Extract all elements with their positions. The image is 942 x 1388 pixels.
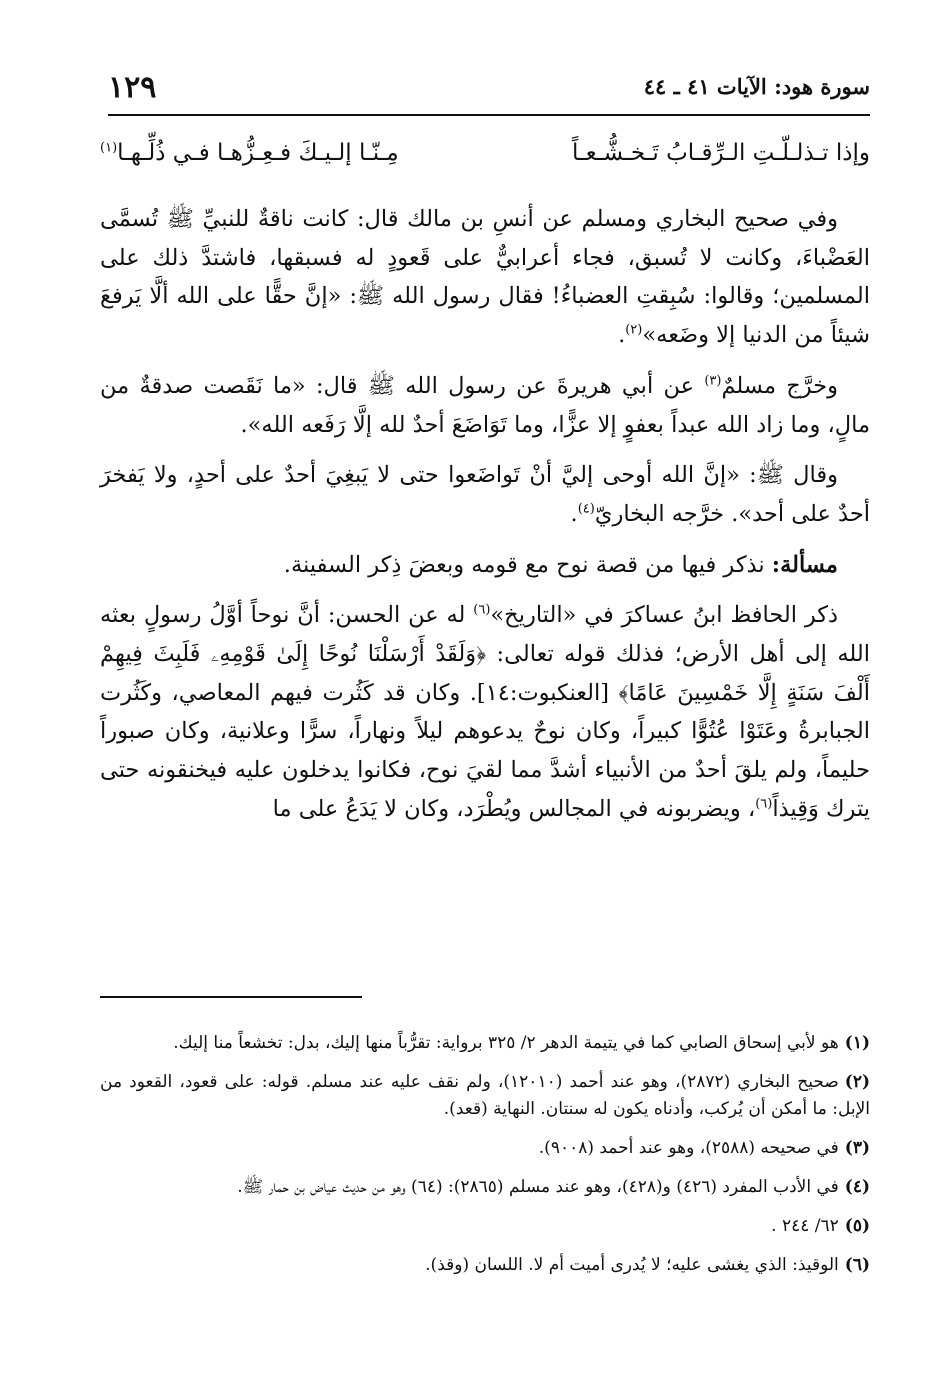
paragraph-4 bbox=[100, 546, 870, 585]
paragraph-text: عن أبي هريرةَ عن رسول الله ﷺ قال: «ما نَقَصت صدقةٌ من مالٍ، وما زاد الله عبداً بعفوٍ إلا عزًّا، وما تَوَاضَعَ أحدٌ لله إلَّا رَفَعه الله». bbox=[100, 372, 870, 438]
footnote-separator bbox=[100, 996, 362, 998]
footnote-ref-4: (٤) bbox=[577, 501, 595, 517]
footnote-3 bbox=[100, 1135, 870, 1162]
footnote-number: (٥) bbox=[844, 1216, 870, 1236]
poem-hemistich-left-text: مِـنّـا إلـيـكَ فـعِـزُّهـا فـي ذُلِّـهـا bbox=[117, 140, 399, 166]
footnote-2 bbox=[100, 1069, 870, 1123]
footnote-number: (٣) bbox=[844, 1138, 870, 1158]
footnote-text: هو لأبي إسحاق الصابي كما في يتيمة الدهر ٢/ ٣٢٥ برواية: تقرُّباً منها إليك، بدل: تخشعاً منا إليك. bbox=[173, 1033, 839, 1053]
paragraph-3 bbox=[100, 456, 870, 533]
footnote-ref-3: (٣) bbox=[704, 373, 722, 389]
paragraph-2 bbox=[100, 367, 870, 444]
surah-title: سورة هود: الآيات ٤١ ـ ٤٤ bbox=[643, 74, 870, 99]
paragraph-text-before: ذكر الحافظ ابنُ عساكرَ في «التاريخ» bbox=[490, 602, 838, 629]
paragraph-tail: ، ويضربونه في المجالس ويُطْرَد، وكان لا يَدَعُ على ما bbox=[272, 795, 756, 822]
footnote-ref-6: (٦) bbox=[755, 796, 773, 812]
paragraph-tail: . bbox=[618, 322, 626, 349]
footnote-text: ٦٢/ ٢٤٤ . bbox=[771, 1216, 839, 1236]
paragraph-text-before: وخرَّج مسلمٌ bbox=[721, 372, 838, 399]
footnote-number: (٤) bbox=[844, 1177, 870, 1197]
footnote-ref-5: (٦) bbox=[473, 602, 491, 618]
footnote-number: (١) bbox=[844, 1033, 870, 1053]
footnote-text: في صحيحه (٢٥٨٨)، وهو عند أحمد (٩٠٠٨). bbox=[538, 1138, 839, 1158]
poem-hemistich-right-text: وإذا تـذلـلّـتِ الـرِّقـابُ تَـخـشُّـعـاً bbox=[571, 140, 870, 166]
paragraph-text: وفي صحيح البخاري ومسلم عن أنسِ بن مالك قال: كانت ناقةٌ للنبيِّ ﷺ تُسمَّى العَضْباءَ، وكانت لا تُسبق، فجاء أعرابيٌّ على قَعودٍ له فسبقها، فاشتدَّ ذلك على المسلمين؛ وقالوا: سُبِقتِ العضباءُ! فقال رسول الله ﷺ: «إنَّ حقًّا على الله ألَّا يَرفعَ شيئاً من الدنيا إلا وضَعه» bbox=[100, 206, 870, 349]
footnote-1 bbox=[100, 1030, 870, 1057]
paragraph-text: له عن الحسن: أنَّ نوحاً أوَّلُ رسولٍ بعثه الله إلى أهل الأرض؛ فذلك قوله تعالى: ﴿وَلَقَدْ أَرْسَلْنَا نُوحًا إِلَىٰ قَوْمِهِۦ فَلَبِثَ فِيهِمْ أَلْفَ سَنَةٍ إِلَّا خَمْسِينَ عَامًا﴾ [العنكبوت:١٤]. وكان قد كَثُرت فيهم المعاصي، وكَثُرت الجبابرةُ وعَتَوْا عُتُوًّا كبيراً، وكان نوحٌ يدعوهم ليلاً ونهاراً، سرًّا وعلانية، وكان صبوراً حليماً، ولم يلقَ أحدٌ من الأنبياء أشدَّ مما لقيَ نوح، فكانوا يدخلون عليه فيخنقونه حتى يترك وَقِيذاً bbox=[100, 602, 871, 822]
footnote-number: (٦) bbox=[844, 1255, 870, 1275]
footnotes bbox=[100, 1030, 870, 1291]
paragraph-text: وقال ﷺ: «إنَّ الله أوحى إليَّ أنْ تَواضَعوا حتى لا يَبغِيَ أحدٌ على أحدٍ، ولا يَفخرَ أحدٌ على أحد». خرَّجه البخاريّ bbox=[100, 462, 870, 527]
main-text bbox=[100, 200, 870, 841]
poem-verse bbox=[100, 140, 870, 184]
paragraph-tail: . bbox=[570, 500, 578, 527]
footnote-text: في الأدب المفرد (٤٢٦) و(٤٢٨)، وهو عند مسلم (٢٨٦٥): (٦٤) وهو من حديث عياض بن حمار ﷺ. bbox=[237, 1177, 839, 1197]
footnote-text: الوقيذ: الذي يغشى عليه؛ لا يُدرى أميت أم لا. اللسان (وقذ). bbox=[425, 1255, 839, 1275]
poem-hemistich-left bbox=[100, 140, 399, 166]
footnote-text: صحيح البخاري (٢٨٧٢)، وهو عند أحمد (١٢٠١٠)، ولم نقف عليه عند مسلم. قوله: على قعود، القعود من الإبل: ما أمكن أن يُركب، وأدناه يكون له سنتان. النهاية (قعد). bbox=[100, 1072, 870, 1119]
issue-heading: مسألة: bbox=[771, 551, 838, 578]
footnote-ref-1: (١) bbox=[100, 140, 118, 156]
paragraph-1 bbox=[100, 200, 870, 355]
paragraph-text: نذكر فيها من قصة نوح مع قومه وبعضَ ذِكر السفينة. bbox=[283, 551, 772, 578]
footnote-4 bbox=[100, 1174, 870, 1201]
footnote-6 bbox=[100, 1252, 870, 1279]
running-header bbox=[108, 70, 870, 116]
footnote-number: (٢) bbox=[844, 1072, 870, 1092]
poem-hemistich-right bbox=[572, 140, 870, 166]
footnote-5 bbox=[100, 1213, 870, 1240]
page-number: ١٢٩ bbox=[108, 70, 157, 105]
footnote-ref-2: (٢) bbox=[625, 322, 643, 338]
paragraph-5 bbox=[100, 596, 870, 828]
